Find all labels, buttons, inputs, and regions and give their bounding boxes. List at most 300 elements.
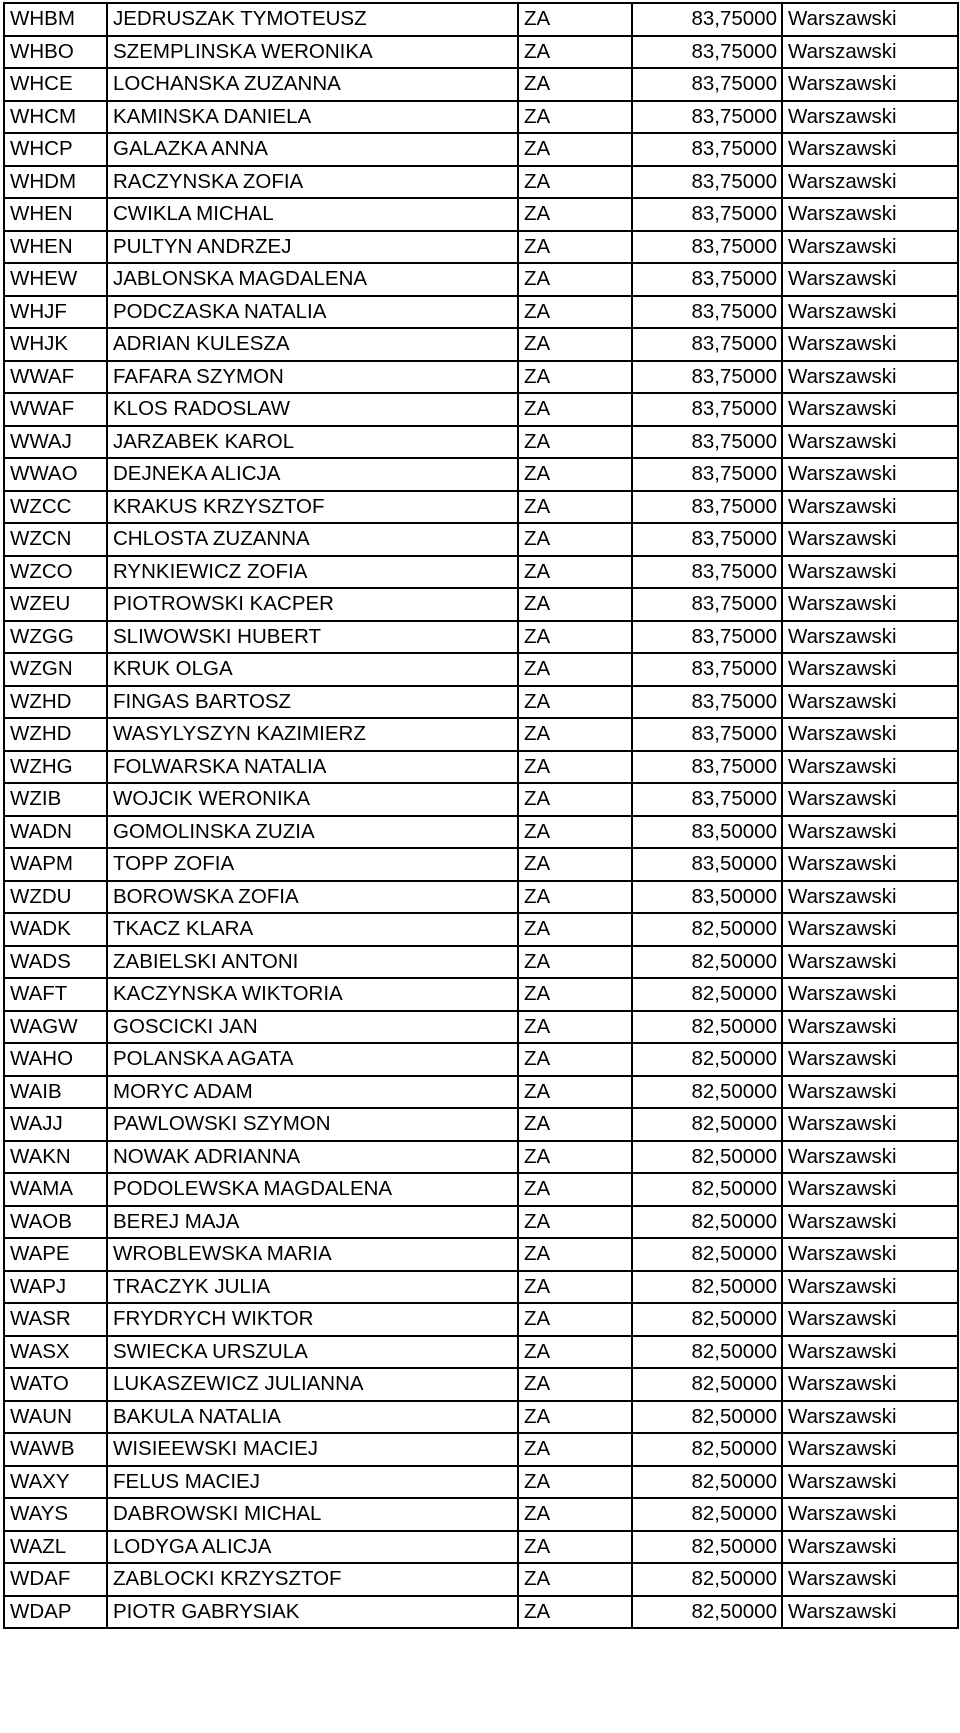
table-row [4,783,958,816]
code-cell: WAPM [4,848,107,881]
table-row [4,1173,958,1206]
category-cell: ZA [518,1596,632,1629]
category-cell: ZA [518,621,632,654]
points-cell: 83,50000 [632,848,782,881]
table-row [4,133,958,166]
category-cell: ZA [518,751,632,784]
code-cell: WAYS [4,1498,107,1531]
region-cell: Warszawski [782,523,958,556]
region-cell: Warszawski [782,231,958,264]
region-cell: Warszawski [782,686,958,719]
points-cell: 83,75000 [632,263,782,296]
category-cell: ZA [518,653,632,686]
category-cell: ZA [518,1563,632,1596]
category-cell: ZA [518,458,632,491]
region-cell: Warszawski [782,263,958,296]
code-cell: WAMA [4,1173,107,1206]
code-cell: WADS [4,946,107,979]
code-cell: WWAO [4,458,107,491]
code-cell: WWAF [4,361,107,394]
category-cell: ZA [518,1141,632,1174]
code-cell: WZIB [4,783,107,816]
code-cell: WAUN [4,1401,107,1434]
table-row [4,1401,958,1434]
name-cell: WISIEEWSKI MACIEJ [107,1433,518,1466]
region-cell: Warszawski [782,1271,958,1304]
table-row [4,751,958,784]
category-cell: ZA [518,491,632,524]
code-cell: WZCO [4,556,107,589]
name-cell: TOPP ZOFIA [107,848,518,881]
region-cell: Warszawski [782,36,958,69]
category-cell: ZA [518,816,632,849]
points-cell: 83,75000 [632,556,782,589]
table-row [4,1076,958,1109]
name-cell: SZEMPLINSKA WERONIKA [107,36,518,69]
category-cell: ZA [518,1368,632,1401]
code-cell: WAPJ [4,1271,107,1304]
category-cell: ZA [518,231,632,264]
table-row [4,3,958,36]
code-cell: WAXY [4,1466,107,1499]
name-cell: BEREJ MAJA [107,1206,518,1239]
category-cell: ZA [518,1206,632,1239]
region-cell: Warszawski [782,1466,958,1499]
code-cell: WASR [4,1303,107,1336]
points-cell: 82,50000 [632,1531,782,1564]
points-cell: 83,75000 [632,36,782,69]
code-cell: WZCN [4,523,107,556]
points-cell: 82,50000 [632,1141,782,1174]
category-cell: ZA [518,1531,632,1564]
points-cell: 83,75000 [632,361,782,394]
category-cell: ZA [518,1173,632,1206]
table-row [4,263,958,296]
code-cell: WHDM [4,166,107,199]
region-cell: Warszawski [782,816,958,849]
region-cell: Warszawski [782,328,958,361]
table-row [4,653,958,686]
points-cell: 82,50000 [632,946,782,979]
region-cell: Warszawski [782,978,958,1011]
name-cell: LOCHANSKA ZUZANNA [107,68,518,101]
category-cell: ZA [518,296,632,329]
category-cell: ZA [518,198,632,231]
category-cell: ZA [518,426,632,459]
table-row [4,426,958,459]
name-cell: KRAKUS KRZYSZTOF [107,491,518,524]
points-cell: 83,75000 [632,328,782,361]
table-row [4,881,958,914]
table-row [4,36,958,69]
table-row [4,1368,958,1401]
name-cell: ZABLOCKI KRZYSZTOF [107,1563,518,1596]
category-cell: ZA [518,1433,632,1466]
code-cell: WAKN [4,1141,107,1174]
table-row [4,523,958,556]
points-cell: 82,50000 [632,1563,782,1596]
table-row [4,946,958,979]
points-cell: 82,50000 [632,1206,782,1239]
region-cell: Warszawski [782,556,958,589]
name-cell: KLOS RADOSLAW [107,393,518,426]
region-cell: Warszawski [782,68,958,101]
points-cell: 83,75000 [632,166,782,199]
name-cell: FINGAS BARTOSZ [107,686,518,719]
name-cell: LODYGA ALICJA [107,1531,518,1564]
table-row [4,1466,958,1499]
name-cell: PODCZASKA NATALIA [107,296,518,329]
category-cell: ZA [518,166,632,199]
table-row [4,361,958,394]
table-row [4,1238,958,1271]
region-cell: Warszawski [782,621,958,654]
code-cell: WZDU [4,881,107,914]
points-cell: 82,50000 [632,913,782,946]
region-cell: Warszawski [782,751,958,784]
name-cell: BAKULA NATALIA [107,1401,518,1434]
code-cell: WASX [4,1336,107,1369]
code-cell: WAZL [4,1531,107,1564]
code-cell: WZCC [4,491,107,524]
region-cell: Warszawski [782,913,958,946]
code-cell: WHBM [4,3,107,36]
table-row [4,1271,958,1304]
code-cell: WAOB [4,1206,107,1239]
code-cell: WDAF [4,1563,107,1596]
code-cell: WHCE [4,68,107,101]
name-cell: POLANSKA AGATA [107,1043,518,1076]
category-cell: ZA [518,588,632,621]
table-row [4,588,958,621]
points-cell: 83,75000 [632,426,782,459]
code-cell: WZGN [4,653,107,686]
code-cell: WWAJ [4,426,107,459]
points-cell: 82,50000 [632,1498,782,1531]
table-row [4,198,958,231]
table-row [4,328,958,361]
code-cell: WZHD [4,718,107,751]
name-cell: PODOLEWSKA MAGDALENA [107,1173,518,1206]
name-cell: SWIECKA URSZULA [107,1336,518,1369]
name-cell: JABLONSKA MAGDALENA [107,263,518,296]
table-row [4,1206,958,1239]
name-cell: DABROWSKI MICHAL [107,1498,518,1531]
code-cell: WZHD [4,686,107,719]
region-cell: Warszawski [782,1336,958,1369]
table-row [4,166,958,199]
name-cell: CWIKLA MICHAL [107,198,518,231]
points-cell: 82,50000 [632,1108,782,1141]
category-cell: ZA [518,1076,632,1109]
code-cell: WAJJ [4,1108,107,1141]
code-cell: WADN [4,816,107,849]
category-cell: ZA [518,1271,632,1304]
table-row [4,848,958,881]
points-cell: 83,75000 [632,198,782,231]
region-cell: Warszawski [782,1596,958,1629]
name-cell: KACZYNSKA WIKTORIA [107,978,518,1011]
points-cell: 82,50000 [632,1011,782,1044]
category-cell: ZA [518,718,632,751]
code-cell: WAFT [4,978,107,1011]
name-cell: KRUK OLGA [107,653,518,686]
code-cell: WADK [4,913,107,946]
region-cell: Warszawski [782,1043,958,1076]
code-cell: WZHG [4,751,107,784]
region-cell: Warszawski [782,718,958,751]
table-row [4,491,958,524]
results-table-body [4,3,958,1628]
region-cell: Warszawski [782,491,958,524]
region-cell: Warszawski [782,653,958,686]
name-cell: CHLOSTA ZUZANNA [107,523,518,556]
region-cell: Warszawski [782,1303,958,1336]
name-cell: RACZYNSKA ZOFIA [107,166,518,199]
points-cell: 83,75000 [632,133,782,166]
points-cell: 83,75000 [632,686,782,719]
code-cell: WWAF [4,393,107,426]
points-cell: 83,75000 [632,68,782,101]
region-cell: Warszawski [782,1498,958,1531]
category-cell: ZA [518,133,632,166]
points-cell: 83,75000 [632,621,782,654]
region-cell: Warszawski [782,1368,958,1401]
category-cell: ZA [518,328,632,361]
points-cell: 83,75000 [632,783,782,816]
results-table [3,2,959,1629]
category-cell: ZA [518,68,632,101]
code-cell: WAIB [4,1076,107,1109]
region-cell: Warszawski [782,1141,958,1174]
category-cell: ZA [518,686,632,719]
name-cell: JARZABEK KAROL [107,426,518,459]
points-cell: 83,75000 [632,393,782,426]
table-row [4,101,958,134]
region-cell: Warszawski [782,133,958,166]
points-cell: 82,50000 [632,1303,782,1336]
region-cell: Warszawski [782,1531,958,1564]
category-cell: ZA [518,1238,632,1271]
code-cell: WAPE [4,1238,107,1271]
region-cell: Warszawski [782,1011,958,1044]
code-cell: WDAP [4,1596,107,1629]
table-row [4,68,958,101]
category-cell: ZA [518,1108,632,1141]
table-row [4,393,958,426]
category-cell: ZA [518,1466,632,1499]
name-cell: GOMOLINSKA ZUZIA [107,816,518,849]
category-cell: ZA [518,1498,632,1531]
points-cell: 83,50000 [632,881,782,914]
name-cell: GALAZKA ANNA [107,133,518,166]
category-cell: ZA [518,101,632,134]
region-cell: Warszawski [782,783,958,816]
category-cell: ZA [518,783,632,816]
points-cell: 82,50000 [632,1043,782,1076]
code-cell: WHJK [4,328,107,361]
table-row [4,556,958,589]
name-cell: FELUS MACIEJ [107,1466,518,1499]
region-cell: Warszawski [782,361,958,394]
code-cell: WATO [4,1368,107,1401]
code-cell: WHCP [4,133,107,166]
table-row [4,458,958,491]
name-cell: GOSCICKI JAN [107,1011,518,1044]
points-cell: 82,50000 [632,1076,782,1109]
name-cell: PIOTR GABRYSIAK [107,1596,518,1629]
table-row [4,1043,958,1076]
region-cell: Warszawski [782,296,958,329]
table-row [4,686,958,719]
table-row [4,621,958,654]
name-cell: PAWLOWSKI SZYMON [107,1108,518,1141]
table-row [4,978,958,1011]
points-cell: 83,75000 [632,523,782,556]
name-cell: SLIWOWSKI HUBERT [107,621,518,654]
points-cell: 83,75000 [632,588,782,621]
region-cell: Warszawski [782,1108,958,1141]
code-cell: WHEN [4,198,107,231]
category-cell: ZA [518,1303,632,1336]
name-cell: DEJNEKA ALICJA [107,458,518,491]
points-cell: 82,50000 [632,1336,782,1369]
name-cell: WASYLYSZYN KAZIMIERZ [107,718,518,751]
name-cell: TKACZ KLARA [107,913,518,946]
points-cell: 82,50000 [632,1466,782,1499]
category-cell: ZA [518,1011,632,1044]
points-cell: 82,50000 [632,1596,782,1629]
points-cell: 83,75000 [632,101,782,134]
table-row [4,1011,958,1044]
category-cell: ZA [518,881,632,914]
name-cell: PIOTROWSKI KACPER [107,588,518,621]
category-cell: ZA [518,1336,632,1369]
name-cell: ZABIELSKI ANTONI [107,946,518,979]
points-cell: 82,50000 [632,1368,782,1401]
name-cell: JEDRUSZAK TYMOTEUSZ [107,3,518,36]
name-cell: WOJCIK WERONIKA [107,783,518,816]
region-cell: Warszawski [782,198,958,231]
name-cell: PULTYN ANDRZEJ [107,231,518,264]
points-cell: 82,50000 [632,1173,782,1206]
name-cell: BOROWSKA ZOFIA [107,881,518,914]
points-cell: 83,75000 [632,718,782,751]
code-cell: WAGW [4,1011,107,1044]
table-row [4,1108,958,1141]
category-cell: ZA [518,523,632,556]
points-cell: 83,75000 [632,491,782,524]
table-row [4,231,958,264]
code-cell: WHJF [4,296,107,329]
table-row [4,296,958,329]
code-cell: WZEU [4,588,107,621]
table-row [4,1336,958,1369]
name-cell: LUKASZEWICZ JULIANNA [107,1368,518,1401]
category-cell: ZA [518,3,632,36]
table-row [4,1498,958,1531]
points-cell: 83,75000 [632,231,782,264]
region-cell: Warszawski [782,1076,958,1109]
points-cell: 82,50000 [632,1401,782,1434]
points-cell: 82,50000 [632,1433,782,1466]
name-cell: RYNKIEWICZ ZOFIA [107,556,518,589]
region-cell: Warszawski [782,166,958,199]
region-cell: Warszawski [782,458,958,491]
region-cell: Warszawski [782,1401,958,1434]
table-row [4,913,958,946]
region-cell: Warszawski [782,881,958,914]
table-row [4,1433,958,1466]
name-cell: FAFARA SZYMON [107,361,518,394]
category-cell: ZA [518,263,632,296]
points-cell: 83,75000 [632,751,782,784]
region-cell: Warszawski [782,1238,958,1271]
code-cell: WZGG [4,621,107,654]
region-cell: Warszawski [782,1563,958,1596]
category-cell: ZA [518,1043,632,1076]
table-row [4,1531,958,1564]
name-cell: NOWAK ADRIANNA [107,1141,518,1174]
name-cell: FRYDRYCH WIKTOR [107,1303,518,1336]
name-cell: KAMINSKA DANIELA [107,101,518,134]
name-cell: FOLWARSKA NATALIA [107,751,518,784]
category-cell: ZA [518,361,632,394]
region-cell: Warszawski [782,426,958,459]
name-cell: WROBLEWSKA MARIA [107,1238,518,1271]
region-cell: Warszawski [782,393,958,426]
region-cell: Warszawski [782,3,958,36]
table-row [4,1596,958,1629]
table-row [4,1141,958,1174]
category-cell: ZA [518,848,632,881]
category-cell: ZA [518,946,632,979]
category-cell: ZA [518,978,632,1011]
category-cell: ZA [518,913,632,946]
category-cell: ZA [518,393,632,426]
region-cell: Warszawski [782,101,958,134]
points-cell: 82,50000 [632,1238,782,1271]
points-cell: 83,75000 [632,653,782,686]
code-cell: WAHO [4,1043,107,1076]
code-cell: WHBO [4,36,107,69]
name-cell: TRACZYK JULIA [107,1271,518,1304]
region-cell: Warszawski [782,1173,958,1206]
code-cell: WHEN [4,231,107,264]
table-row [4,816,958,849]
region-cell: Warszawski [782,1206,958,1239]
points-cell: 83,75000 [632,3,782,36]
region-cell: Warszawski [782,1433,958,1466]
category-cell: ZA [518,1401,632,1434]
code-cell: WAWB [4,1433,107,1466]
category-cell: ZA [518,36,632,69]
points-cell: 82,50000 [632,1271,782,1304]
points-cell: 82,50000 [632,978,782,1011]
table-row [4,1303,958,1336]
name-cell: ADRIAN KULESZA [107,328,518,361]
name-cell: MORYC ADAM [107,1076,518,1109]
code-cell: WHCM [4,101,107,134]
region-cell: Warszawski [782,588,958,621]
points-cell: 83,75000 [632,296,782,329]
table-row [4,718,958,751]
region-cell: Warszawski [782,946,958,979]
points-cell: 83,75000 [632,458,782,491]
table-row [4,1563,958,1596]
points-cell: 83,50000 [632,816,782,849]
category-cell: ZA [518,556,632,589]
